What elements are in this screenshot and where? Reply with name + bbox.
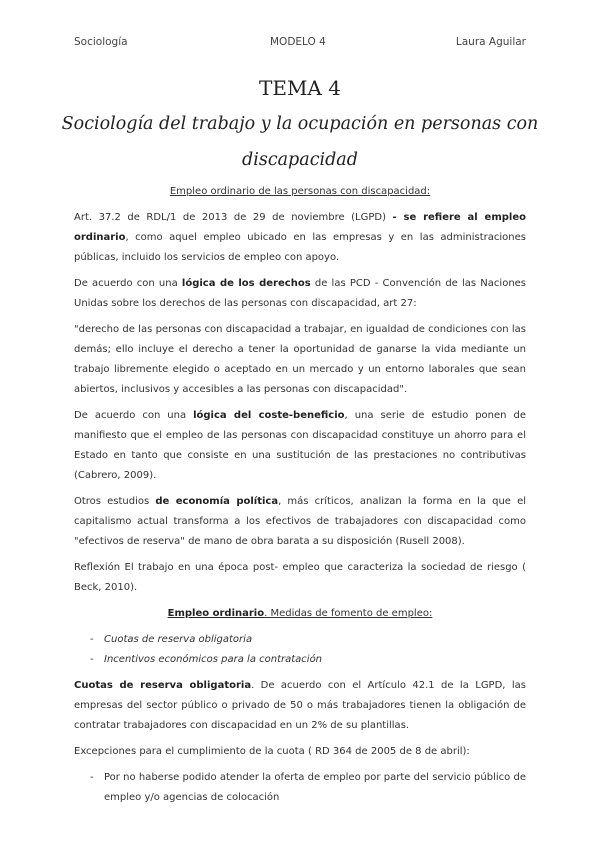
paragraph-art-37: Art. 37.2 de RDL/1 de 2013 de 29 de noviembre (LGPD) - se refiere al empleo ordinario, como aquel empleo ubicado en las empresas y en las administraciones públicas, incluido los servicios de empleo con apoyo. [74,212,526,263]
paragraph-excepciones: Excepciones para el cumplimiento de la cuota ( RD 364 de 2005 de 8 de abril): [74,746,470,757]
paragraph-coste-beneficio: De acuerdo con una lógica del coste-beneficio, una serie de estudio ponen de manifiesto que el empleo de las personas con discapacidad constituye un ahorro para el Estado en tanto que consiste en una sustitución de las prestaciones no contributivas (Cabrero, 2009). [74,410,526,481]
page-subtitle: Sociología del trabajo y la ocupación en personas con discapacidad [61,114,539,170]
paragraph-quote: "derecho de las personas con discapacidad a trabajar, en igualdad de condiciones con las demás; ello incluye el derecho a tener la oportunidad de ganarse la vida mediante un trabajo libremente elegido o aceptado en un mercado y un entorno laborales que sean abiertos, inclusivos y accesibles a las personas con discapacidad". [74,324,526,395]
paragraph-logica-derechos: De acuerdo con una lógica de los derechos de las PCD - Convención de las Naciones Unidas sobre los derechos de las personas con discapacidad, art 27: [74,278,527,309]
list-item: - Por no haberse podido atender la oferta de empleo por parte del servicio público de empleo y/o agencias de colocación [74,768,526,808]
header-model: MODELO 4 [270,36,326,48]
section-heading-empleo-ordinario: Empleo ordinario de las personas con discapacidad: [169,186,431,197]
document-body [74,182,526,814]
header-subject: Sociología [74,36,128,48]
list-item: - Incentivos económicos para la contratación [74,650,526,670]
section-heading-medidas: Empleo ordinario. Medidas de fomento de empleo: [167,608,433,619]
page-header [74,36,526,50]
exceptions-list [74,768,526,808]
header-author: Laura Aguilar [455,36,526,48]
measures-list [74,630,526,670]
page-title: TEMA 4 [259,76,341,100]
paragraph-cuotas: Cuotas de reserva obligatoria. De acuerdo con el Artículo 42.1 de la LGPD, las empresas del sector público o privado de 50 o más trabajadores tienen la obligación de contratar trabajadores con discapacidad en un 2% de su plantillas. [74,680,526,731]
paragraph-reflexion: Reflexión El trabajo en una época post- empleo que caracteriza la sociedad de riesgo ( Beck, 2010). [74,562,526,593]
list-item: - Cuotas de reserva obligatoria [74,630,526,650]
paragraph-economia-politica: Otros estudios de economía política, más críticos, analizan la forma en la que el capitalismo actual transforma a los efectivos de trabajadores con discapacidad como "efectivos de reserva" de mano de obra barata a su disposición (Rusell 2008). [74,496,527,547]
